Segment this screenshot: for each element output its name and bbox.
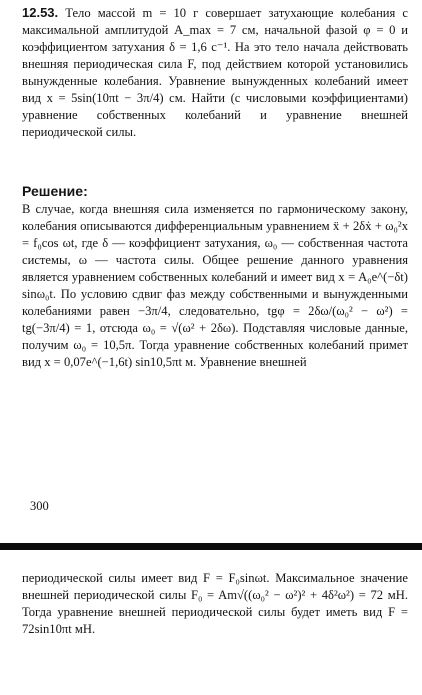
problem-number: 12.53. [22,5,59,20]
problem-text: Тело массой m = 10 г совершает затухающие колебания с максимальной амплитудой A_max = 7 см, начальной фазой φ = 0 и коэффициентом затухания δ = 1,6 с⁻¹. На это тело начала действовать внешняя периодическая сила F, под действием которой установились вынужденные колебания. Уравнение вынужденных колебаний имеет вид x = 5sin(10πt − 3π/4) см. Найти (с числовыми коэффициентами) уравнение собственных колебаний и уравнение внешней периодической силы. [22,6,408,139]
continuation-text: периодической силы имеет вид F = F₀sinωt. Максимальное значение внешней периодической силы F₀ = Am√((ω₀² − ω²)² + 4δ²ω²) = 72 мН. Тогда уравнение внешней периодической силы будет иметь вид F = 72sin10πt мН. [22,571,408,636]
page-separator-bar [0,543,422,550]
page-number: 300 [30,499,49,513]
solution-text: В случае, когда внешняя сила изменяется по гармоническому закону, колебания описываются дифференциальным уравнением ẍ + 2δẋ + ω₀²x = f₀cos ωt, где δ — коэффициент затухания, ω₀ — собственная частота системы, ω — частота силы. Общее решение данного уравнения является уравнением собственных колебаний и имеет вид x = A₀e^(−δt) sinω₀t. По условию сдвиг фаз между собственными и вынужденными колебаниями равен −3π/4, следовательно, tgφ = 2δω/(ω₀² − ω²) = tg(−3π/4) = 1, отсюда ω₀ = √(ω² + 2δω). Подставляя числовые данные, получим ω₀ = 10,5π. Тогда уравнение собственных колебаний примет вид x = 0,07e^(−1,6t) sin10,5πt м. Уравнение внешней [22,202,408,369]
solution-heading: Решение: [22,183,88,199]
problem-statement [22,4,408,141]
next-page-continuation [22,570,408,638]
solution-section [22,183,408,371]
